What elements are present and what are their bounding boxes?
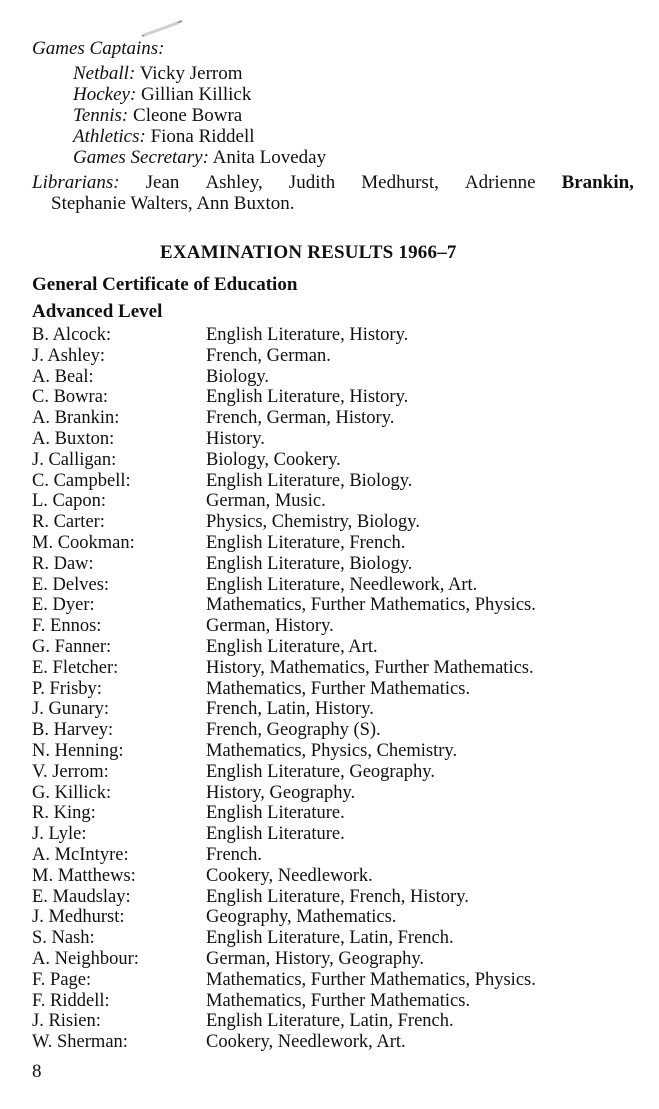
result-row bbox=[32, 512, 652, 533]
result-row bbox=[32, 616, 652, 637]
student-subjects: English Literature, Needlework, Art. bbox=[206, 574, 478, 595]
result-row bbox=[32, 1011, 652, 1032]
student-name: A. Beal: bbox=[32, 366, 94, 387]
librarians-label: Librarians: bbox=[32, 172, 120, 193]
result-row bbox=[32, 928, 652, 949]
results-list bbox=[32, 325, 652, 1053]
result-row bbox=[32, 554, 652, 575]
student-name: A. Neighbour: bbox=[32, 948, 139, 969]
student-subjects: French, Geography (S). bbox=[206, 720, 381, 741]
captain-name: Anita Loveday bbox=[212, 147, 327, 168]
student-subjects: English Literature, Biology. bbox=[206, 470, 413, 491]
student-name: F. Riddell: bbox=[32, 990, 110, 1011]
student-name: R. Daw: bbox=[32, 553, 94, 574]
student-subjects: English Literature, French, History. bbox=[206, 886, 469, 907]
student-name: E. Dyer: bbox=[32, 595, 95, 616]
librarians-line-2: Stephanie Walters, Ann Buxton. bbox=[51, 193, 295, 214]
student-subjects: German, Music. bbox=[206, 491, 326, 512]
result-row bbox=[32, 762, 652, 783]
captain-entry bbox=[73, 84, 251, 105]
student-name: S. Nash: bbox=[32, 928, 95, 949]
student-subjects: German, History. bbox=[206, 616, 334, 637]
librarian-word: Jean bbox=[145, 172, 180, 193]
student-name: C. Campbell: bbox=[32, 470, 131, 491]
student-name: J. Medhurst: bbox=[32, 907, 125, 928]
student-subjects: English Literature, Latin, French. bbox=[206, 1011, 454, 1032]
student-name: B. Harvey: bbox=[32, 720, 114, 741]
student-name: F. Ennos: bbox=[32, 616, 102, 637]
result-row bbox=[32, 699, 652, 720]
result-row bbox=[32, 907, 652, 928]
student-subjects: French, Latin, History. bbox=[206, 699, 374, 720]
captain-role: Tennis: bbox=[73, 105, 129, 126]
result-row bbox=[32, 408, 652, 429]
student-name: F. Page: bbox=[32, 969, 92, 990]
librarians-paragraph bbox=[32, 172, 634, 214]
student-subjects: French, German, History. bbox=[206, 408, 395, 429]
result-row bbox=[32, 887, 652, 908]
student-subjects: English Literature. bbox=[206, 824, 345, 845]
gce-heading: General Certificate of Education bbox=[32, 274, 298, 295]
student-name: J. Risien: bbox=[32, 1011, 101, 1032]
result-row bbox=[32, 450, 652, 471]
student-name: E. Maudslay: bbox=[32, 886, 131, 907]
captain-name: Cleone Bowra bbox=[133, 105, 243, 126]
student-subjects: Mathematics, Further Mathematics. bbox=[206, 990, 471, 1011]
result-row bbox=[32, 845, 652, 866]
student-name: G. Killick: bbox=[32, 782, 112, 803]
student-subjects: Mathematics, Physics, Chemistry. bbox=[206, 740, 458, 761]
student-subjects: History, Mathematics, Further Mathematics. bbox=[206, 657, 534, 678]
captain-role: Athletics: bbox=[73, 126, 146, 147]
pencil-mark-icon bbox=[140, 20, 184, 38]
captain-name: Fiona Riddell bbox=[150, 126, 255, 147]
student-name: P. Frisby: bbox=[32, 678, 102, 699]
librarian-word: Ashley, bbox=[205, 172, 263, 193]
captain-role: Netball: bbox=[73, 63, 136, 84]
student-name: A. Brankin: bbox=[32, 408, 120, 429]
student-subjects: Biology. bbox=[206, 366, 270, 387]
student-name: M. Matthews: bbox=[32, 865, 136, 886]
result-row bbox=[32, 824, 652, 845]
student-subjects: French. bbox=[206, 844, 262, 865]
student-name: V. Jerrom: bbox=[32, 761, 109, 782]
student-name: J. Calligan: bbox=[32, 449, 117, 470]
librarian-word: Adrienne bbox=[464, 172, 536, 193]
student-name: C. Bowra: bbox=[32, 387, 109, 408]
student-name: E. Fletcher: bbox=[32, 657, 119, 678]
advanced-level-heading: Advanced Level bbox=[32, 301, 163, 322]
librarian-word: Judith bbox=[288, 172, 336, 193]
result-row bbox=[32, 803, 652, 824]
student-name: M. Cookman: bbox=[32, 532, 135, 553]
librarian-word: Medhurst, bbox=[361, 172, 439, 193]
student-subjects: Cookery, Needlework. bbox=[206, 865, 373, 886]
result-row bbox=[32, 346, 652, 367]
librarian-word: Brankin, bbox=[561, 172, 634, 193]
captain-name: Vicky Jerrom bbox=[139, 63, 243, 84]
student-name: J. Lyle: bbox=[32, 824, 87, 845]
result-row bbox=[32, 367, 652, 388]
student-subjects: English Literature, Biology. bbox=[206, 553, 413, 574]
result-row bbox=[32, 866, 652, 887]
student-name: E. Delves: bbox=[32, 574, 110, 595]
result-row bbox=[32, 970, 652, 991]
result-row bbox=[32, 679, 652, 700]
student-subjects: Mathematics, Further Mathematics, Physics. bbox=[206, 595, 536, 616]
student-subjects: English Literature, History. bbox=[206, 325, 409, 345]
result-row bbox=[32, 1032, 652, 1053]
student-subjects: German, History, Geography. bbox=[206, 948, 424, 969]
captain-entry bbox=[73, 105, 242, 126]
result-row bbox=[32, 949, 652, 970]
result-row bbox=[32, 741, 652, 762]
page-number: 8 bbox=[32, 1061, 42, 1082]
result-row bbox=[32, 387, 652, 408]
student-subjects: English Literature, Geography. bbox=[206, 761, 435, 782]
student-name: R. King: bbox=[32, 803, 96, 824]
captain-role: Games Secretary: bbox=[73, 147, 209, 168]
student-name: L. Capon: bbox=[32, 491, 106, 512]
result-row bbox=[32, 325, 652, 346]
student-name: N. Henning: bbox=[32, 740, 124, 761]
student-name: R. Carter: bbox=[32, 512, 105, 533]
captain-role: Hockey: bbox=[73, 84, 137, 105]
student-subjects: Biology, Cookery. bbox=[206, 449, 341, 470]
student-name: A. McIntyre: bbox=[32, 844, 129, 865]
student-subjects: Mathematics, Further Mathematics. bbox=[206, 678, 471, 699]
captain-name: Gillian Killick bbox=[141, 84, 252, 105]
student-subjects: Mathematics, Further Mathematics, Physics. bbox=[206, 969, 536, 990]
student-subjects: English Literature, History. bbox=[206, 387, 409, 408]
result-row bbox=[32, 637, 652, 658]
captain-entry bbox=[73, 147, 326, 168]
student-name: G. Fanner: bbox=[32, 636, 112, 657]
student-subjects: English Literature, Art. bbox=[206, 636, 378, 657]
result-row bbox=[32, 429, 652, 450]
games-captains-heading: Games Captains: bbox=[32, 38, 165, 59]
student-name: W. Sherman: bbox=[32, 1032, 128, 1053]
result-row bbox=[32, 720, 652, 741]
student-subjects: Physics, Chemistry, Biology. bbox=[206, 512, 420, 533]
result-row bbox=[32, 471, 652, 492]
result-row bbox=[32, 658, 652, 679]
result-row bbox=[32, 575, 652, 596]
student-name: B. Alcock: bbox=[32, 325, 112, 345]
captain-entry bbox=[73, 126, 255, 147]
student-name: J. Ashley: bbox=[32, 345, 105, 366]
result-row bbox=[32, 595, 652, 616]
result-row bbox=[32, 783, 652, 804]
student-subjects: English Literature. bbox=[206, 803, 345, 824]
student-subjects: English Literature, Latin, French. bbox=[206, 928, 454, 949]
student-subjects: English Literature, French. bbox=[206, 532, 406, 553]
student-subjects: Geography, Mathematics. bbox=[206, 907, 397, 928]
exam-results-title: EXAMINATION RESULTS 1966–7 bbox=[160, 242, 457, 263]
result-row bbox=[32, 991, 652, 1012]
student-subjects: French, German. bbox=[206, 345, 331, 366]
student-name: J. Gunary: bbox=[32, 699, 110, 720]
student-name: A. Buxton: bbox=[32, 428, 115, 449]
student-subjects: Cookery, Needlework, Art. bbox=[206, 1032, 406, 1053]
captain-entry bbox=[73, 63, 243, 84]
result-row bbox=[32, 533, 652, 554]
student-subjects: History. bbox=[206, 428, 265, 449]
result-row bbox=[32, 491, 652, 512]
student-subjects: History, Geography. bbox=[206, 782, 356, 803]
